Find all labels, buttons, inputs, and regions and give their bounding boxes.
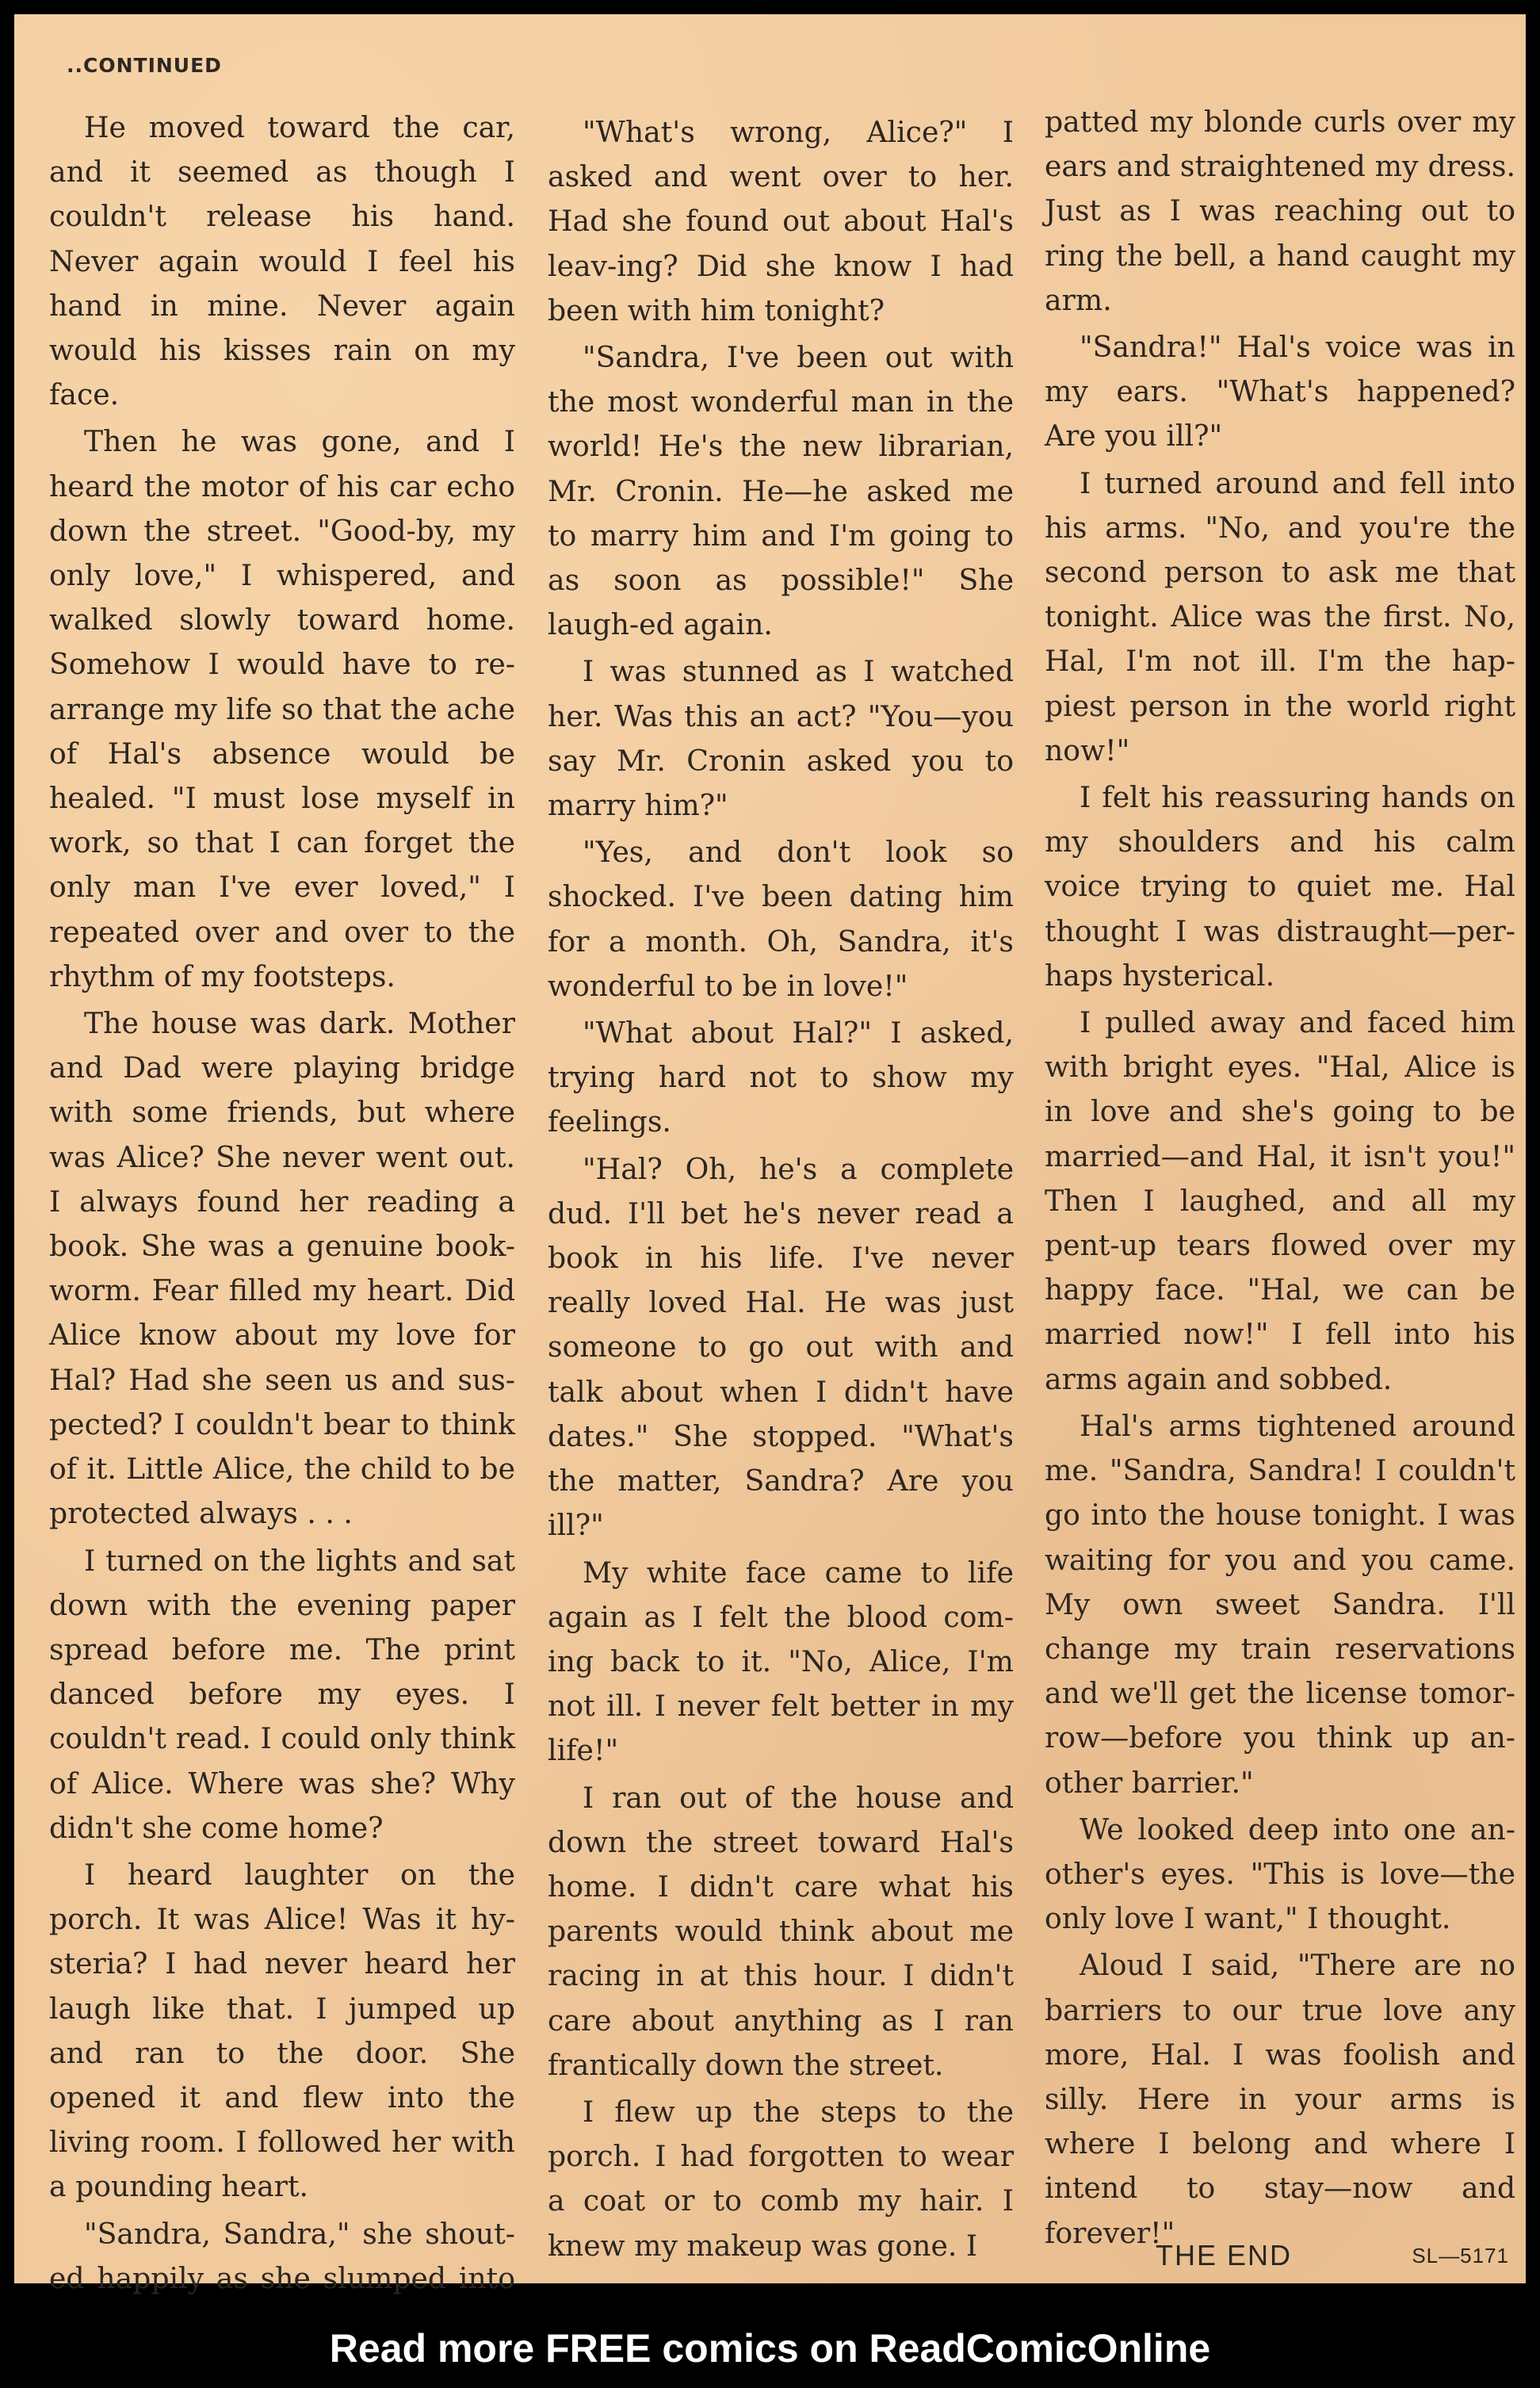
paragraph: "What about Hal?" I asked, trying hard not to show my feelings. (548, 1016, 1014, 1139)
text-column-2 (548, 110, 1014, 2268)
paragraph: Then he was gone, and I heard the motor of his car echo down the street. "Good-by, my only love," I whispered, and walked slowly toward home. Somehow I would have to re-arrange my life so that the ache of Hal's absence would be healed. "I must lose myself in work, so that I can forget the only man I've ever loved," I repeated over and over to the rhythm of my footsteps. (49, 424, 515, 993)
the-end-label: THE END (1156, 2239, 1293, 2271)
paragraph: Hal's arms tightened around me. "Sandra, Sandra! I couldn't go into the house tonight. I was waiting for you and you came. My own sweet Sandra. I'll change my train reservations and we'll get the license tomor-row—before you think up an-other barrier." (1045, 1408, 1515, 1800)
story-code: SL—5171 (1412, 2244, 1509, 2267)
paragraph: "Yes, and don't look so shocked. I've been dating him for a month. Oh, Sandra, it's wonderful to be in love!" (548, 835, 1014, 1003)
paragraph: I turned around and fell into his arms. "No, and you're the second person to ask me that tonight. Alice was the first. No, Hal, I'm not ill. I'm the hap-piest person in the world right now!" (1045, 465, 1515, 767)
paragraph: I was stunned as I watched her. Was this an act? "You—you say Mr. Cronin asked you to marry him?" (548, 654, 1014, 823)
paragraph: The house was dark. Mother and Dad were playing bridge with some friends, but where was Alice? She never went out. I always found her reading a book. She was a genuine book-worm. Fear filled my heart. Did Alice know about my love for Hal? Had she seen us and sus-pected? I couldn't bear to think of it. Little Alice, the child to be protected always . . . (49, 1006, 515, 1531)
paragraph: I turned on the lights and sat down with the evening paper spread before me. The print danced before my eyes. I couldn't read. I could only think of Alice. Where was she? Why didn't she come home? (49, 1543, 515, 1845)
paragraph: I heard laughter on the porch. It was Alice! Was it hy-steria? I had never heard her laugh like that. I jumped up and ran to the door. She opened it and flew into the living room. I followed her with a pounding heart. (49, 1857, 515, 2204)
paragraph: I felt his reassuring hands on my shoulders and his calm voice trying to quiet me. Hal thought I was distraught—per-haps hysterical. (1045, 780, 1515, 993)
paragraph: My white face came to life again as I felt the blood com-ing back to it. "No, Alice, I'm not ill. I never felt better in my life!" (548, 1555, 1014, 1768)
text-column-1 (49, 105, 515, 2345)
paragraph: "Hal? Oh, he's a complete dud. I'll bet he's never read a book in his life. I've never really loved Hal. He was just someone to go out with and talk about when I didn't have dates." She stopped. "What's the matter, Sandra? Are you ill?" (548, 1151, 1014, 1543)
paragraph: I pulled away and faced him with bright eyes. "Hal, Alice is in love and she's going to be married—and Hal, it isn't you!" Then I laughed, and all my pent-up tears flowed over my happy face. "Hal, we can be married now!" I fell into his arms again and sobbed. (1045, 1005, 1515, 1396)
paragraph: patted my blonde curls over my ears and straightened my dress. Just as I was reaching out to ring the bell, a hand caught my arm. (1045, 105, 1515, 317)
paragraph: "What's wrong, Alice?" I asked and went over to her. Had she found out about Hal's leav-ing? Did she know I had been with him tonight? (548, 115, 1014, 327)
comic-text-page (14, 14, 1526, 2295)
paragraph: We looked deep into one an-other's eyes. "This is love—the only love I want," I thought. (1045, 1812, 1515, 1936)
end-line (1140, 2239, 1520, 2283)
paragraph: "Sandra!" Hal's voice was in my ears. "What's happened? Are you ill?" (1045, 330, 1515, 453)
text-column-3 (1045, 100, 1515, 2256)
paragraph: "Sandra, I've been out with the most wonderful man in the world! He's the new librarian, Mr. Cronin. He—he asked me to marry him and I'm going to as soon as possible!" She laugh-ed again. (548, 340, 1014, 642)
paragraph: I ran out of the house and down the street toward Hal's home. I didn't care what his parents would think about me racing in at this hour. I didn't care about anything as I ran frantically down the street. (548, 1780, 1014, 2082)
continued-header: ..CONTINUED (67, 54, 222, 77)
read-more-banner[interactable]: Read more FREE comics on ReadComicOnline (0, 2309, 1540, 2388)
paragraph: I flew up the steps to the porch. I had forgotten to wear a coat or to comb my hair. I knew my makeup was gone. I (548, 2094, 1014, 2263)
paragraph: Aloud I said, "There are no barriers to our true love any more, Hal. I was foolish and silly. Here in your arms is where I belong and where I intend to stay—now and forever!" (1045, 1948, 1515, 2250)
paragraph: He moved toward the car, and it seemed as though I couldn't release his hand. Never again would I feel his hand in mine. Never again would his kisses rain on my face. (49, 110, 515, 412)
paragraph: "Sandra, Sandra," she shout-ed happily as she slumped into (49, 2216, 515, 2295)
